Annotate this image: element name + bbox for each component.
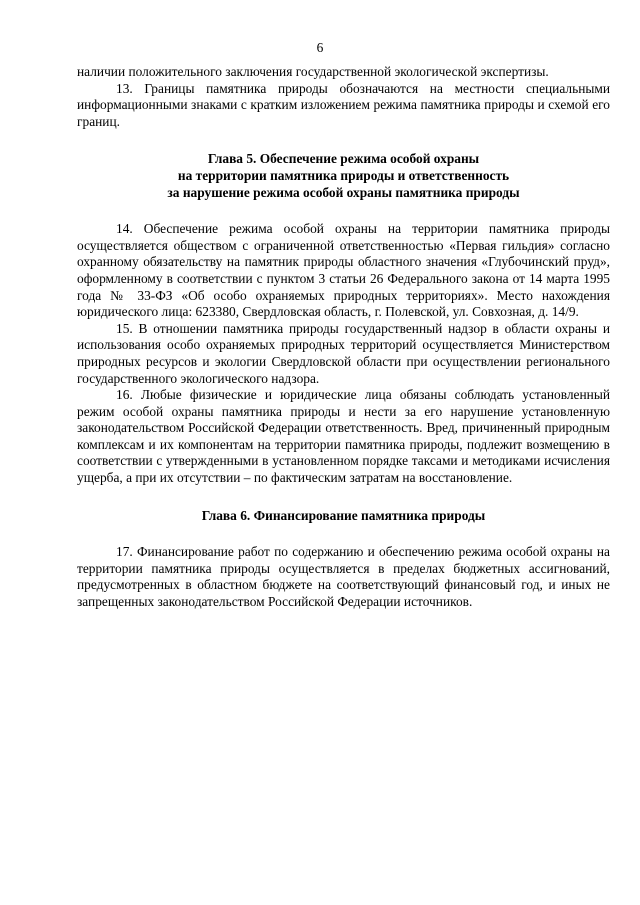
paragraph-16: 16. Любые физические и юридические лица обязаны соблюдать установленный режим особой охраны памятника природы и нести за его нарушение установленную законодательством Российской Федерации ответственность. Вред, причиненный природным комплексам и их компонентам на территории памятника природы, подлежит возмещению в соответствии с утвержденными в установленном порядке таксами и методиками исчисления ущерба, а при их отсутствии – по фактическим затратам на восстановление. [77,387,610,486]
chapter-5-heading [77,151,610,201]
page-number: 6 [316,40,324,55]
paragraph-17: 17. Финансирование работ по содержанию и обеспечению режима особой охраны на территории памятника природы осуществляется в пределах бюджетных ассигнований, предусмотренных в областном бюджете на соответствующий финансовый год, и иных не запрещенных законодательством Российской Федерации источников. [77,544,610,610]
paragraph-13: 13. Границы памятника природы обозначаются на местности специальными информационными знаками с кратким изложением режима памятника природы и схемой его границ. [77,80,610,129]
chapter-5-title-line-1: Глава 5. Обеспечение режима особой охраны [207,151,480,167]
chapter-6-title: Глава 6. Финансирование памятника природы [201,507,486,523]
chapter-5-title-line-3: за нарушение режима особой охраны памятника природы [167,184,520,200]
paragraph-14: 14. Обеспечение режима особой охраны на территории памятника природы осуществляется обществом с ограниченной ответственностью «Первая гильдия» согласно охранному обязательству на памятник природы областного значения «Глубочинский пруд», оформленному в соответствии с пунктом 3 статьи 26 Федерального закона от 14 марта 1995 года № 33-ФЗ «Об особо охраняемых природных территориях». Место нахождения юридического лица: 623380, Свердловская область, г. Полевской, ул. Совхозная, д. 14/9. [77,221,610,320]
document-body [77,64,610,611]
paragraph-15: 15. В отношении памятника природы государственный надзор в области охраны и использования особо охраняемых природных территорий осуществляется Министерством природных ресурсов и экологии Свердловской области при осуществлении регионального государственного экологического надзора. [77,320,610,386]
paragraph-12-continuation: наличии положительного заключения государственной экологической экспертизы. [77,64,549,79]
chapter-5-title-line-2: на территории памятника природы и ответственность [177,167,510,183]
